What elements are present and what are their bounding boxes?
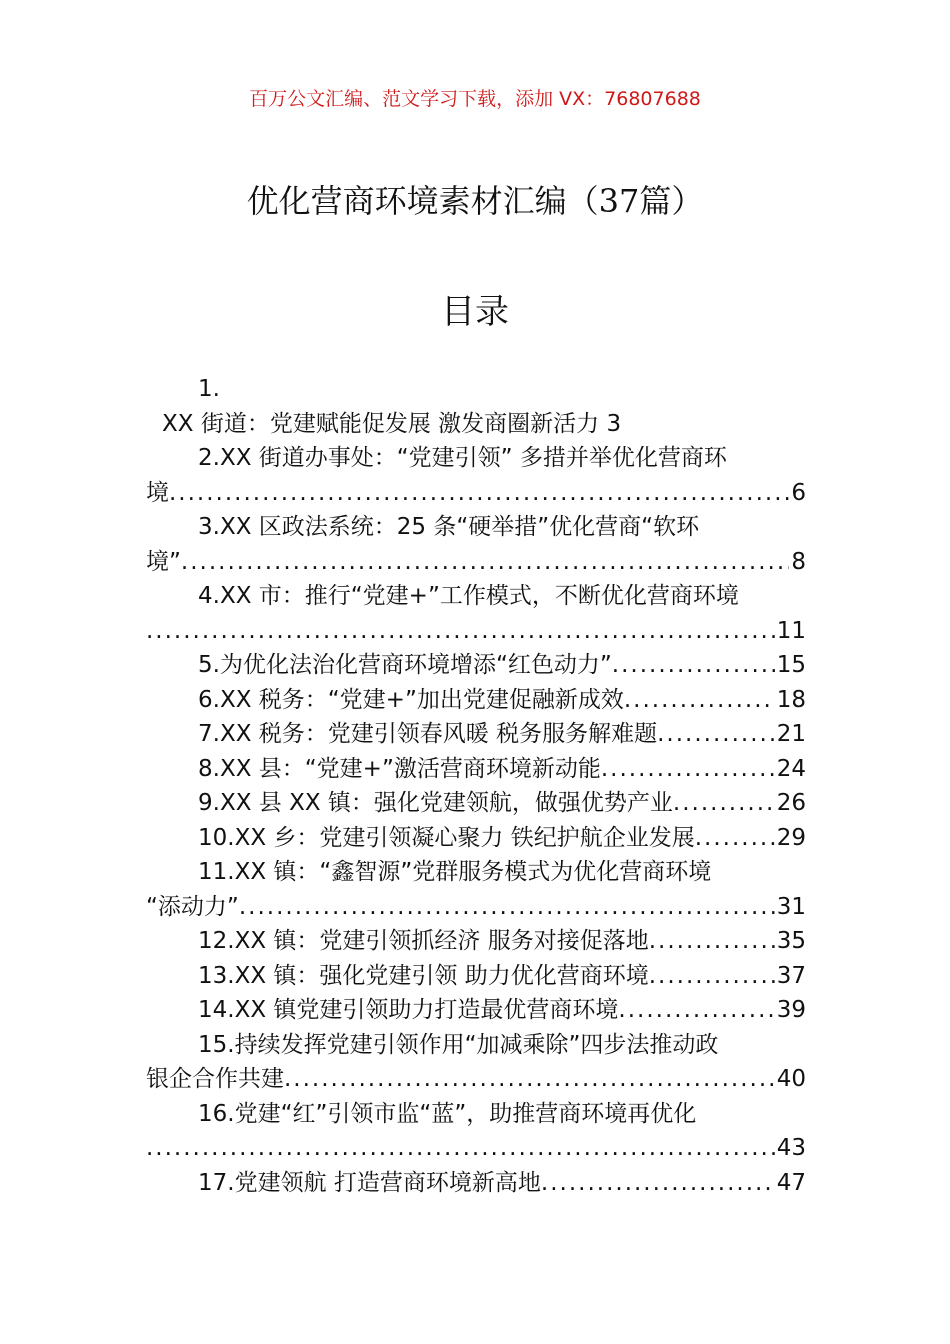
toc-entry-3-leader bbox=[146, 545, 806, 580]
toc-entry-12[interactable] bbox=[146, 924, 806, 959]
dot-leader bbox=[541, 1166, 775, 1201]
toc-entry-11-title-cont: “添动力” bbox=[146, 893, 239, 920]
toc-entry-2-page: 6 bbox=[791, 479, 806, 506]
toc-entry-3-title: 3.XX 区政法系统：25 条“硬举措”优化营商“软环 bbox=[198, 514, 700, 540]
toc-entry-4-leader bbox=[146, 614, 806, 649]
toc-entry-17[interactable] bbox=[146, 1166, 806, 1201]
watermark-text: 百万公文汇编、范文学习下载，添加 VX：76807688 bbox=[249, 88, 701, 110]
dot-leader bbox=[624, 683, 775, 718]
toc-entry-9[interactable] bbox=[146, 786, 806, 821]
dot-leader bbox=[146, 614, 775, 649]
toc-entry-6-page: 18 bbox=[776, 686, 806, 713]
toc-entry-3-page: 8 bbox=[791, 548, 806, 575]
toc-entry-4-title: 4.XX 市：推行“党建+”工作模式，不断优化营商环境 bbox=[198, 583, 739, 609]
toc-entry-11-leader bbox=[146, 890, 806, 925]
dot-leader bbox=[612, 648, 775, 683]
toc-entry-6-title: 6.XX 税务：“党建+”加出党建促融新成效 bbox=[198, 686, 624, 713]
dot-leader bbox=[181, 545, 789, 580]
toc-entry-15[interactable] bbox=[146, 1028, 806, 1097]
dot-leader bbox=[649, 959, 775, 994]
dot-leader bbox=[649, 924, 775, 959]
toc-entry-7-title: 7.XX 税务：党建引领春风暖 税务服务解难题 bbox=[198, 721, 658, 747]
dot-leader bbox=[657, 717, 775, 752]
title-number: 37 bbox=[598, 182, 640, 220]
toc-entry-2-title: 2.XX 街道办事处：“党建引领” 多措并举优化营商环 bbox=[198, 445, 727, 471]
toc-entry-8-page: 24 bbox=[776, 755, 806, 782]
toc-entry-7-page: 21 bbox=[776, 721, 806, 747]
toc-entry-12-title: 12.XX 镇：党建引领抓经济 服务对接促落地 bbox=[198, 928, 649, 954]
document-title bbox=[0, 176, 950, 222]
toc-entry-10-page: 29 bbox=[776, 824, 806, 851]
title-prefix: 优化营商环境素材汇编（ bbox=[246, 182, 599, 220]
dot-leader bbox=[284, 1062, 775, 1097]
toc-entry-5-title: 5.为优化法治化营商环境增添“红色动力” bbox=[198, 652, 612, 678]
toc-entry-2[interactable] bbox=[146, 441, 806, 510]
toc-entry-3[interactable] bbox=[146, 510, 806, 579]
dot-leader bbox=[146, 1131, 775, 1166]
toc-entry-16[interactable] bbox=[146, 1097, 806, 1166]
toc-entry-9-title: 9.XX 县 XX 镇：强化党建领航，做强优势产业 bbox=[198, 790, 673, 816]
toc-entry-5[interactable] bbox=[146, 648, 806, 683]
toc-entry-15-page: 40 bbox=[776, 1066, 806, 1092]
toc-entry-16-leader bbox=[146, 1131, 806, 1166]
toc-entry-16-title: 16.党建“红”引领市监“蓝”，助推营商环境再优化 bbox=[198, 1100, 697, 1127]
toc-entry-17-page: 47 bbox=[776, 1169, 806, 1196]
title-suffix: 篇） bbox=[639, 182, 704, 220]
toc-entry-15-title: 15.持续发挥党建引领作用“加减乘除”四步法推动政 bbox=[198, 1031, 719, 1058]
toc-entry-16-page: 43 bbox=[776, 1135, 806, 1161]
toc-entry-14-page: 39 bbox=[776, 997, 806, 1023]
dot-leader bbox=[673, 786, 775, 821]
toc-entry-2-title-cont: 境 bbox=[146, 479, 169, 506]
toc-entry-11-title: 11.XX 镇：“鑫智源”党群服务模式为优化营商环境 bbox=[198, 859, 712, 885]
toc-entry-1[interactable] bbox=[146, 372, 806, 441]
toc-entry-11-page: 31 bbox=[776, 893, 806, 920]
dot-leader bbox=[601, 752, 775, 787]
toc-entry-13-title: 13.XX 镇：强化党建引领 助力优化营商环境 bbox=[198, 962, 649, 989]
toc-entry-7[interactable] bbox=[146, 717, 806, 752]
table-of-contents bbox=[146, 372, 806, 1200]
toc-entry-13-page: 37 bbox=[776, 962, 806, 989]
toc-entry-2-leader bbox=[146, 476, 806, 511]
toc-entry-11[interactable] bbox=[146, 855, 806, 924]
toc-entry-5-page: 15 bbox=[776, 652, 806, 678]
toc-entry-3-title-cont: 境” bbox=[146, 548, 181, 575]
toc-entry-6[interactable] bbox=[146, 683, 806, 718]
dot-leader bbox=[239, 890, 775, 925]
toc-entry-10[interactable] bbox=[146, 821, 806, 856]
toc-entry-15-title-cont: 银企合作共建 bbox=[146, 1066, 284, 1092]
toc-entry-1-number: 1. bbox=[198, 376, 220, 402]
toc-entry-1-title: XX 街道：党建赋能促发展 激发商圈新活力 3 bbox=[162, 410, 622, 437]
toc-entry-4-page: 11 bbox=[776, 617, 806, 644]
toc-entry-8-title: 8.XX 县：“党建+”激活营商环境新动能 bbox=[198, 755, 601, 782]
toc-entry-4[interactable] bbox=[146, 579, 806, 648]
toc-entry-8[interactable] bbox=[146, 752, 806, 787]
toc-entry-10-title: 10.XX 乡：党建引领凝心聚力 铁纪护航企业发展 bbox=[198, 824, 695, 851]
dot-leader bbox=[169, 476, 789, 511]
dot-leader bbox=[618, 993, 774, 1028]
toc-entry-9-page: 26 bbox=[776, 790, 806, 816]
toc-entry-14-title: 14.XX 镇党建引领助力打造最优营商环境 bbox=[198, 997, 619, 1023]
toc-entry-14[interactable] bbox=[146, 993, 806, 1028]
toc-entry-15-leader bbox=[146, 1062, 806, 1097]
dot-leader bbox=[695, 821, 775, 856]
toc-entry-13[interactable] bbox=[146, 959, 806, 994]
toc-heading: 目录 bbox=[441, 292, 509, 332]
toc-entry-17-title: 17.党建领航 打造营商环境新高地 bbox=[198, 1169, 541, 1196]
toc-entry-12-page: 35 bbox=[776, 928, 806, 954]
